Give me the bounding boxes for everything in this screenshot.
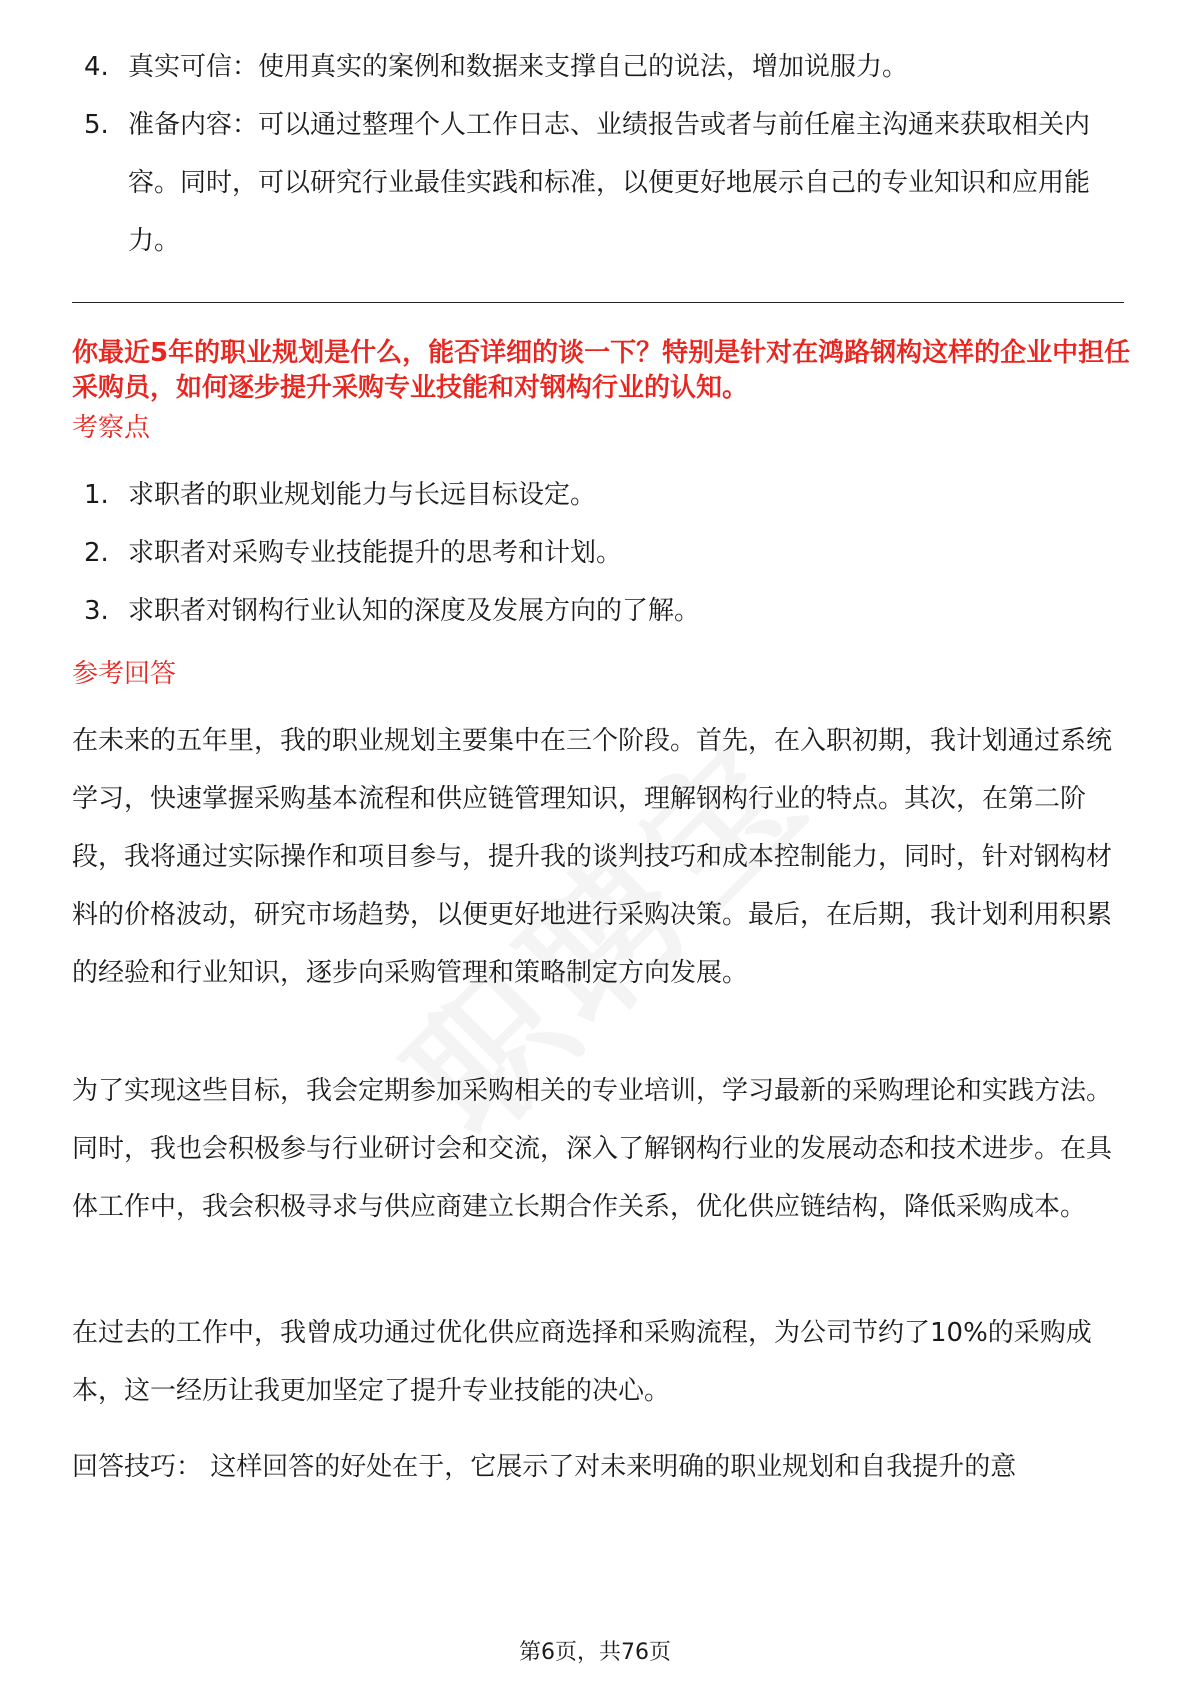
answer-paragraph: 为了实现这些目标，我会定期参加采购相关的专业培训，学习最新的采购理论和实践方法。同时，我也会积极参与行业研讨会和交流，深入了解钢构行业的发展动态和技术进步。在具体工作中，我会积极寻求与供应商建立长期合作关系，优化供应链结构，降低采购成本。 — [72, 1076, 1113, 1222]
answer-heading: 参考回答 — [72, 659, 177, 689]
list-item — [84, 466, 1124, 524]
list-item — [84, 582, 1124, 640]
list-item — [84, 38, 1124, 96]
list-number: 1. — [84, 480, 109, 510]
answer-paragraph: 在过去的工作中，我曾成功通过优化供应商选择和采购流程，为公司节约了10%的采购成本，这一经历让我更加坚定了提升专业技能的决心。 — [72, 1318, 1092, 1406]
previous-list — [84, 38, 1124, 270]
list-text: 准备内容：可以通过整理个人工作日志、业绩报告或者与前任雇主沟通来获取相关内容。同时，可以研究行业最佳实践和标准，以便更好地展示自己的专业知识和应用能力。 — [128, 110, 1091, 256]
list-text: 真实可信：使用真实的案例和数据来支撑自己的说法，增加说服力。 — [128, 52, 909, 82]
list-item — [84, 524, 1124, 582]
points-list — [84, 466, 1124, 640]
list-item — [84, 96, 1124, 270]
interview-question: 你最近5年的职业规划是什么，能否详细的谈一下？特别是针对在鸿路钢构这样的企业中担任采购员，如何逐步提升采购专业技能和对钢构行业的认知。 — [72, 338, 1131, 403]
list-number: 2. — [84, 538, 109, 568]
list-number: 3. — [84, 596, 109, 626]
list-text: 求职者对钢构行业认知的深度及发展方向的了解。 — [128, 596, 701, 626]
answer-tip: 回答技巧： 这样回答的好处在于，它展示了对未来明确的职业规划和自我提升的意 — [72, 1452, 1017, 1482]
list-text: 求职者对采购专业技能提升的思考和计划。 — [128, 538, 623, 568]
points-heading: 考察点 — [72, 413, 151, 443]
section-divider — [72, 302, 1124, 303]
page-number: 第6页，共76页 — [519, 1640, 671, 1665]
list-number: 4. — [84, 52, 109, 82]
list-number: 5. — [84, 110, 109, 140]
list-text: 求职者的职业规划能力与长远目标设定。 — [128, 480, 597, 510]
answer-paragraph: 在未来的五年里，我的职业规划主要集中在三个阶段。首先，在入职初期，我计划通过系统学习，快速掌握采购基本流程和供应链管理知识，理解钢构行业的特点。其次，在第二阶段，我将通过实际操作和项目参与，提升我的谈判技巧和成本控制能力，同时，针对钢构材料的价格波动，研究市场趋势，以便更好地进行采购决策。最后，在后期，我计划利用积累的经验和行业知识，逐步向采购管理和策略制定方向发展。 — [72, 726, 1113, 988]
